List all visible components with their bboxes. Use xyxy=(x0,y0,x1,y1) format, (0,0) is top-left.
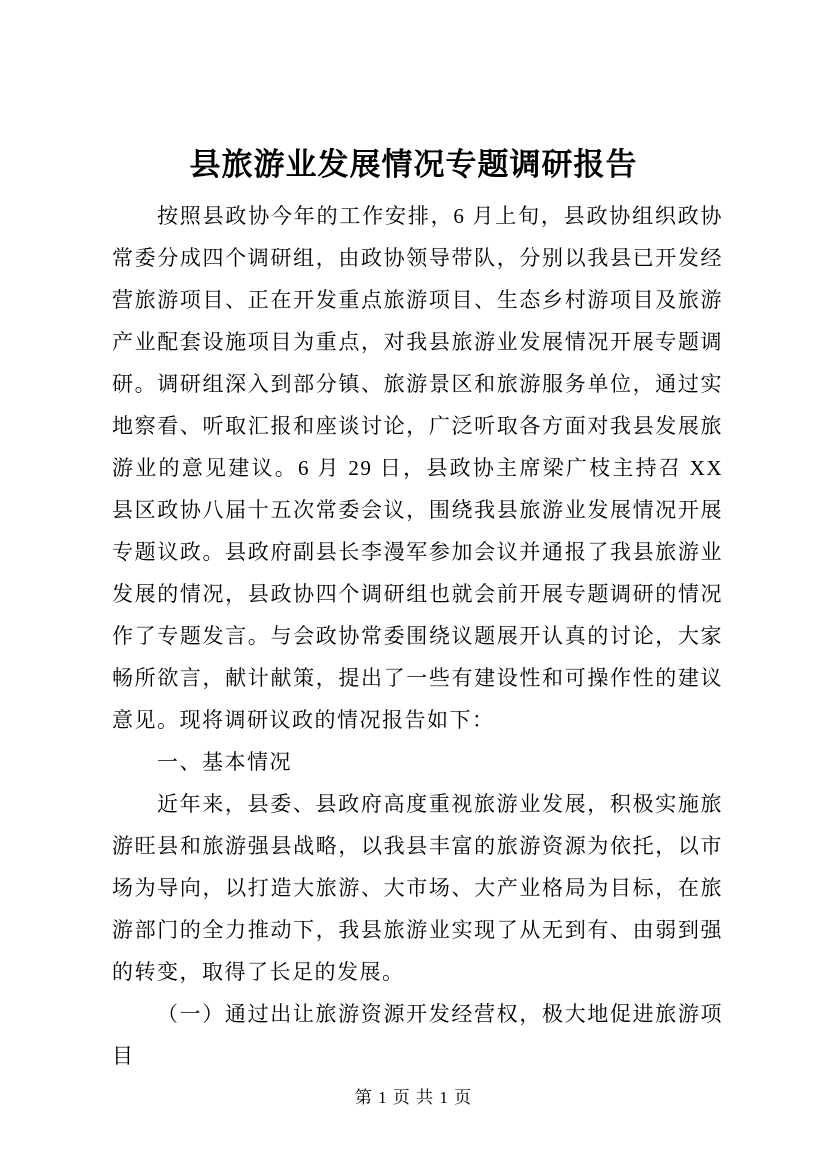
document-title: 县旅游业发展情况专题调研报告 xyxy=(189,147,638,182)
paragraph-intro: 按照县政协今年的工作安排，6 月上旬，县政协组织政协常委分成四个调研组，由政协领导带队，分别以我县已开发经营旅游项目、正在开发重点旅游项目、生态乡村游项目及旅游产业配套设施项目为重点，对我县旅游业发展情况开展专题调研。调研组深入到部分镇、旅游景区和旅游服务单位，通过实地察看、听取汇报和座谈讨论，广泛听取各方面对我县发展旅游业的意见建议。6 月 29 日，县政协主席梁广枝主持召 XX 县区政协八届十五次常委会议，围绕我县旅游业发展情况开展专题议政。县政府副县长李漫军参加会议并通报了我县旅游业发展的情况，县政协四个调研组也就会前开展专题调研的情况作了专题发言。与会政协常委围绕议题展开认真的讨论，大家畅所欲言，献计献策，提出了一些有建设性和可操作性的建议意见。现将调研议政的情况报告如下： xyxy=(112,204,723,732)
document-body xyxy=(0,195,827,1077)
paragraph-recent-years: 近年来，县委、县政府高度重视旅游业发展，积极实施旅游旺县和旅游强县战略，以我县丰富的旅游资源为依托，以市场为导向，以打造大旅游、大市场、大产业格局为目标，在旅游部门的全力推动下，我县旅游业实现了从无到有、由弱到强的转变，取得了长足的发展。 xyxy=(112,792,723,984)
paragraph-subsection-one: （一）通过出让旅游资源开发经营权，极大地促进旅游项目 xyxy=(112,1002,723,1068)
page-number-footer: 第 1 页 共 1 页 xyxy=(354,1088,473,1107)
section-heading-basic-situation: 一、基本情况 xyxy=(157,750,292,774)
